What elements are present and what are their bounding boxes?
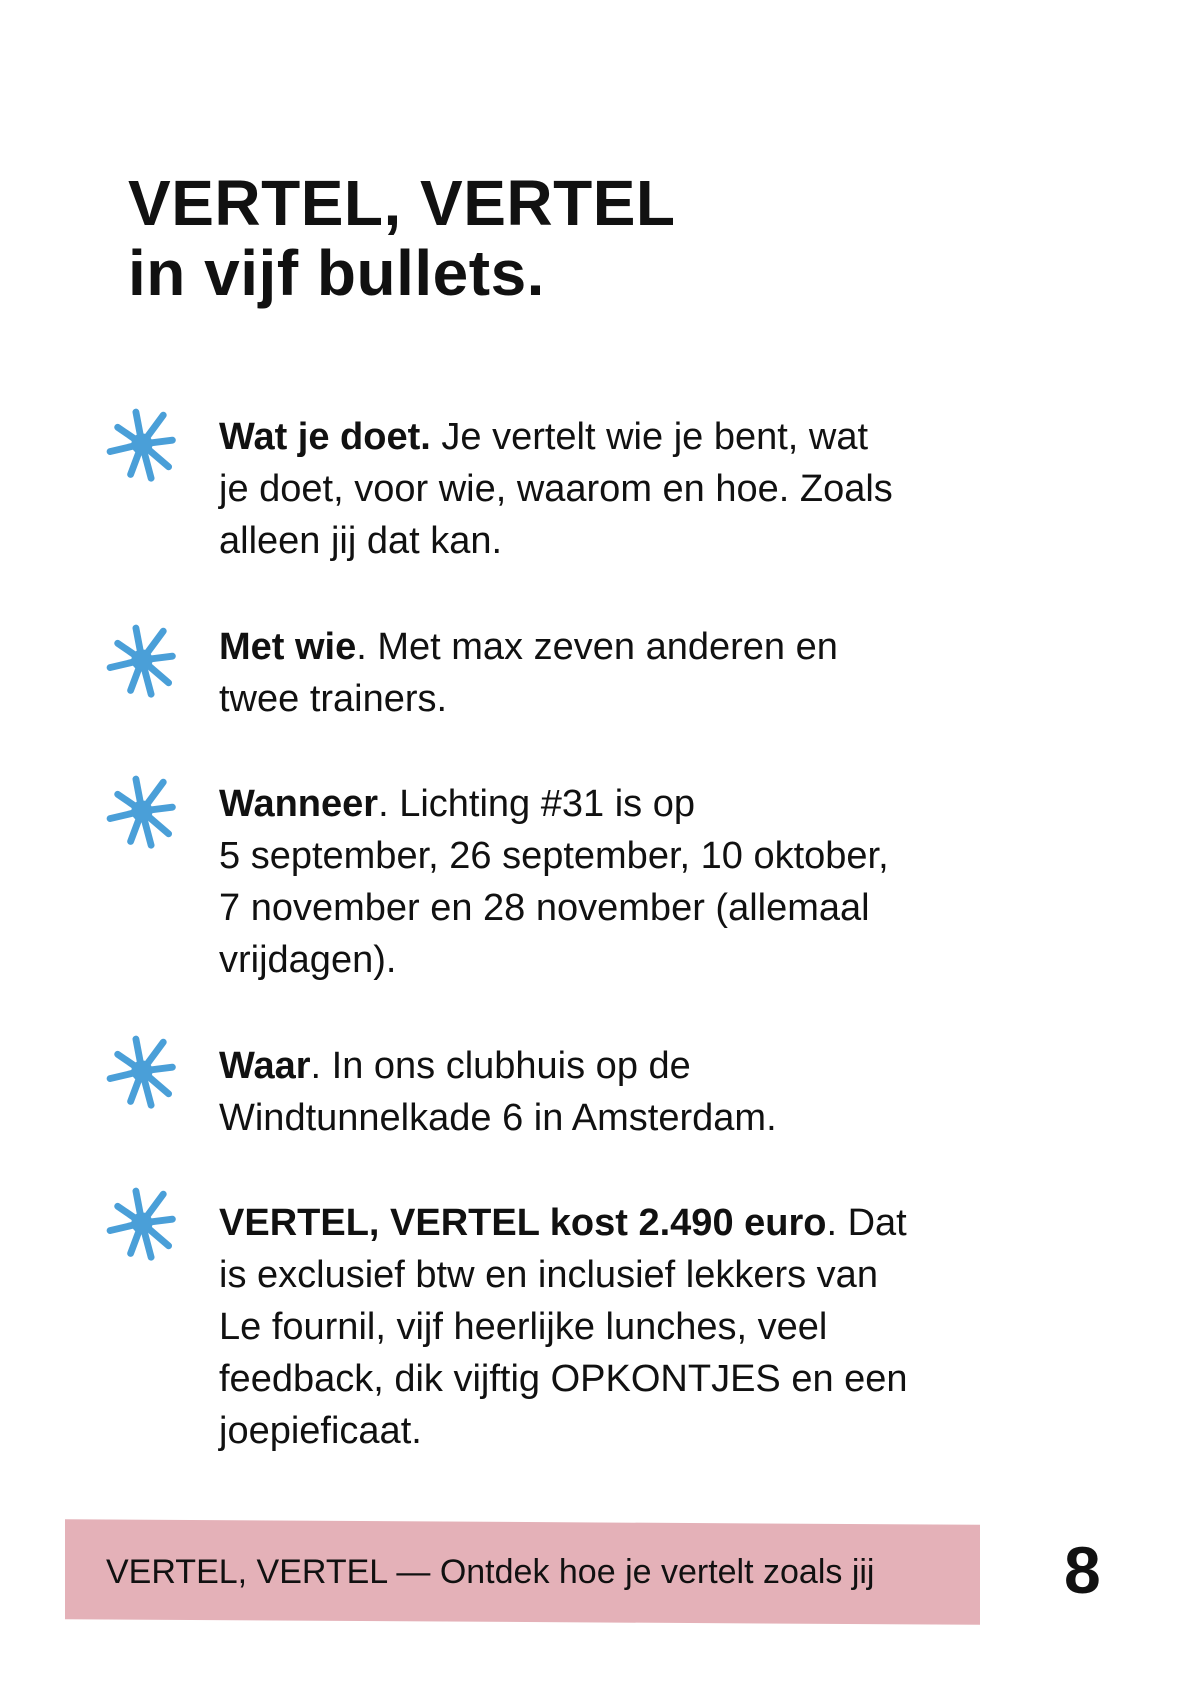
bullet-line: vrijdagen). [219, 939, 397, 981]
star-asterisk-icon [104, 622, 180, 698]
bullet-line: Le fournil, vijf heerlijke lunches, veel [219, 1306, 828, 1348]
bullet-line: alleen jij dat kan. [219, 520, 503, 562]
bullet-item [219, 411, 893, 567]
bullet-line [219, 1197, 908, 1249]
star-asterisk-icon [104, 406, 180, 482]
bullet-text: Je vertelt wie je bent, wat [430, 416, 869, 458]
bullet-line: je doet, voor wie, waarom en hoe. Zoals [219, 468, 893, 510]
bullet-line [219, 411, 893, 463]
bullet-text: . In ons clubhuis op de [310, 1045, 691, 1087]
page-number: 8 [1064, 1533, 1101, 1607]
star-asterisk-icon [104, 1033, 180, 1109]
bullet-line: 5 september, 26 september, 10 oktober, [219, 835, 889, 877]
bullet-lead: Met wie [219, 626, 357, 668]
bullet-item [219, 621, 838, 725]
bullet-lead: Waar [219, 1045, 311, 1087]
bullet-line: is exclusief btw en inclusief lekkers van [219, 1254, 878, 1296]
bullet-line [219, 621, 838, 673]
bullet-item [219, 1040, 777, 1144]
page-title [128, 168, 676, 308]
bullet-line: twee trainers. [219, 678, 448, 720]
bullet-item [219, 1197, 908, 1457]
bullet-item [219, 778, 889, 986]
bullet-lead: VERTEL, VERTEL kost 2.490 euro [219, 1202, 827, 1244]
bullet-line: joepieficaat. [219, 1410, 422, 1452]
bullet-lead: Wat je doet. [219, 416, 431, 458]
bullet-line: Windtunnelkade 6 in Amsterdam. [219, 1097, 777, 1139]
bullet-line: 7 november en 28 november (allemaal [219, 887, 870, 929]
bullet-lead: Wanneer [219, 783, 379, 825]
footer-text: VERTEL, VERTEL — Ontdek hoe je vertelt zoals jij [106, 1553, 875, 1591]
bullet-line [219, 1040, 777, 1092]
bullet-text: . Dat [826, 1202, 907, 1244]
bullet-text: . Met max zeven anderen en [356, 626, 838, 668]
star-asterisk-icon [104, 773, 180, 849]
title-line-2: in vijf bullets. [128, 237, 545, 309]
bullet-text: . Lichting #31 is op [378, 783, 695, 825]
bullet-line: feedback, dik vijftig OPKONTJES en een [219, 1358, 908, 1400]
star-asterisk-icon [104, 1185, 180, 1261]
title-line-1: VERTEL, VERTEL [128, 167, 676, 239]
bullet-line [219, 778, 889, 830]
